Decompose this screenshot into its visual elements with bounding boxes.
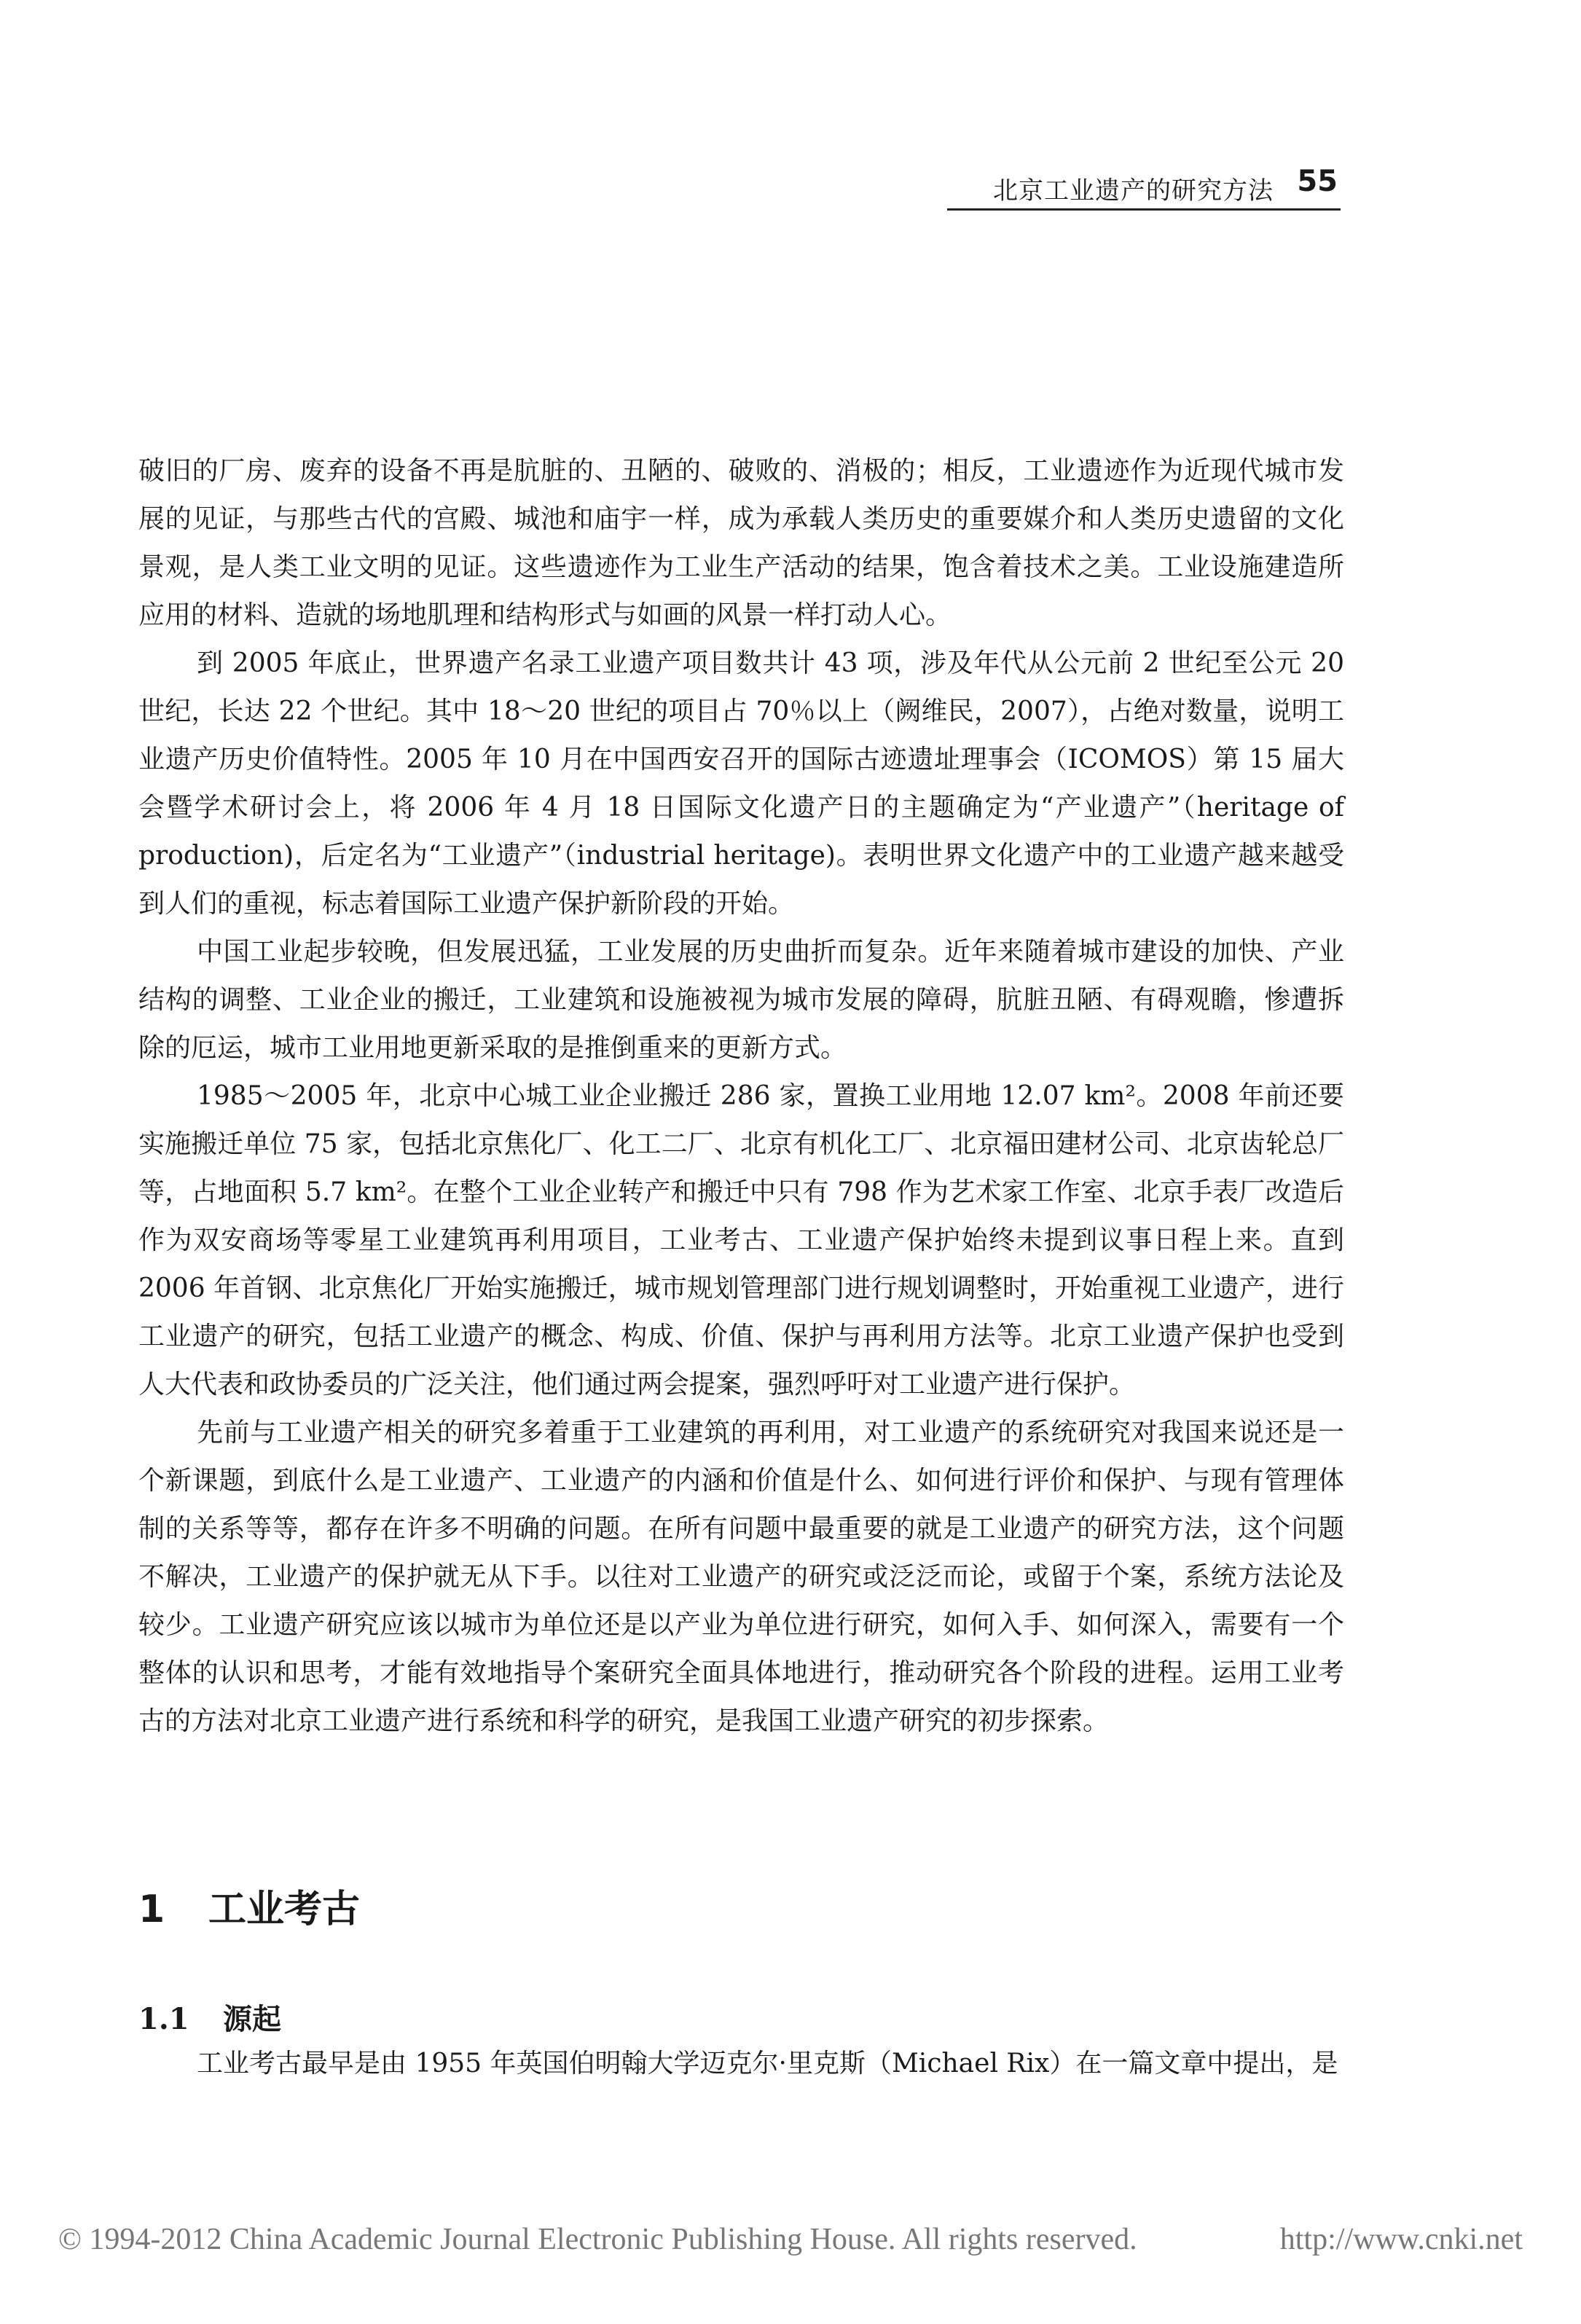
paragraph-6: 工业考古最早是由 1955 年英国伯明翰大学迈克尔·里克斯（Michael Rix）在一篇文章中提出，是 <box>197 2049 1338 2078</box>
subsection-heading <box>138 1996 281 2038</box>
paragraph-1: 破旧的厂房、废弃的设备不再是肮脏的、丑陋的、破败的、消极的；相反，工业遗迹作为近现代城市发展的见证，与那些古代的宫殿、城池和庙宇一样，成为承载人类历史的重要媒介和人类历史遗留的文化景观，是人类工业文明的见证。这些遗迹作为工业生产活动的结果，饱含着技术之美。工业设施建造所应用的材料、造就的场地肌理和结构形式与如画的风景一样打动人心。 <box>138 456 1344 630</box>
footer-url: http://www.cnki.net <box>1279 2223 1523 2256</box>
subsection-title: 源起 <box>223 2002 281 2036</box>
section-number: 1 <box>138 1888 165 1931</box>
body-text <box>138 447 1344 1746</box>
subsection-number: 1.1 <box>138 2002 189 2036</box>
copyright-footer <box>58 2222 1523 2257</box>
paragraph-4: 1985～2005 年，北京中心城工业企业搬迁 286 家，置换工业用地 12.07 km²。2008 年前还要实施搬迁单位 75 家，包括北京焦化厂、化工二厂、北京有机化工厂、北京福田建材公司、北京齿轮总厂等，占地面积 5.7 km²。在整个工业企业转产和搬迁中只有 798 作为艺术家工作室、北京手表厂改造后作为双安商场等零星工业建筑再利用项目，工业考古、工业遗产保护始终未提到议事日程上来。直到 2006 年首钢、北京焦化厂开始实施搬迁，城市规划管理部门进行规划调整时，开始重视工业遗产，进行工业遗产的研究，包括工业遗产的概念、构成、价值、保护与再利用方法等。北京工业遗产保护也受到人大代表和政协委员的广泛关注，他们通过两会提案，强烈呼吁对工业遗产进行保护。 <box>138 1081 1344 1399</box>
section-heading <box>138 1878 360 1933</box>
section-title: 工业考古 <box>208 1888 361 1931</box>
copyright-text: © 1994-2012 China Academic Journal Electronic Publishing House. All rights reserved. <box>58 2223 1137 2256</box>
paragraph-5: 先前与工业遗产相关的研究多着重于工业建筑的再利用，对工业遗产的系统研究对我国来说还是一个新课题，到底什么是工业遗产、工业遗产的内涵和价值是什么、如何进行评价和保护、与现有管理体制的关系等等，都存在许多不明确的问题。在所有问题中最重要的就是工业遗产的研究方法，这个问题不解决，工业遗产的保护就无从下手。以往对工业遗产的研究或泛泛而论，或留于个案，系统方法论及较少。工业遗产研究应该以城市为单位还是以产业为单位进行研究，如何入手、如何深入，需要有一个整体的认识和思考，才能有效地指导个案研究全面具体地进行，推动研究各个阶段的进程。运用工业考古的方法对北京工业遗产进行系统和科学的研究，是我国工业遗产研究的初步探索。 <box>138 1418 1344 1736</box>
page-number: 55 <box>1297 165 1338 198</box>
running-header <box>947 165 1341 211</box>
paragraph-3: 中国工业起步较晚，但发展迅猛，工业发展的历史曲折而复杂。近年来随着城市建设的加快、产业结构的调整、工业企业的搬迁，工业建筑和设施被视为城市发展的障碍，肮脏丑陋、有碍观瞻，惨遭拆除的厄运，城市工业用地更新采取的是推倒重来的更新方式。 <box>138 937 1344 1063</box>
last-paragraph-block <box>138 2040 1344 2088</box>
running-title: 北京工业遗产的研究方法 <box>993 176 1274 205</box>
paragraph-2: 到 2005 年底止，世界遗产名录工业遗产项目数共计 43 项，涉及年代从公元前 2 世纪至公元 20 世纪，长达 22 个世纪。其中 18～20 世纪的项目占 70％以上（阙维民，2007），占绝对数量，说明工业遗产历史价值特性。2005 年 10 月在中国西安召开的国际古迹遗址理事会（ICOMOS）第 15 届大会暨学术研讨会上，将 2006 年 4 月 18 日国际文化遗产日的主题确定为“产业遗产”（heritage of production)，后定名为“工业遗产”（industrial heritage)。表明世界文化遗产中的工业遗产越来越受到人们的重视，标志着国际工业遗产保护新阶段的开始。 <box>138 648 1344 919</box>
